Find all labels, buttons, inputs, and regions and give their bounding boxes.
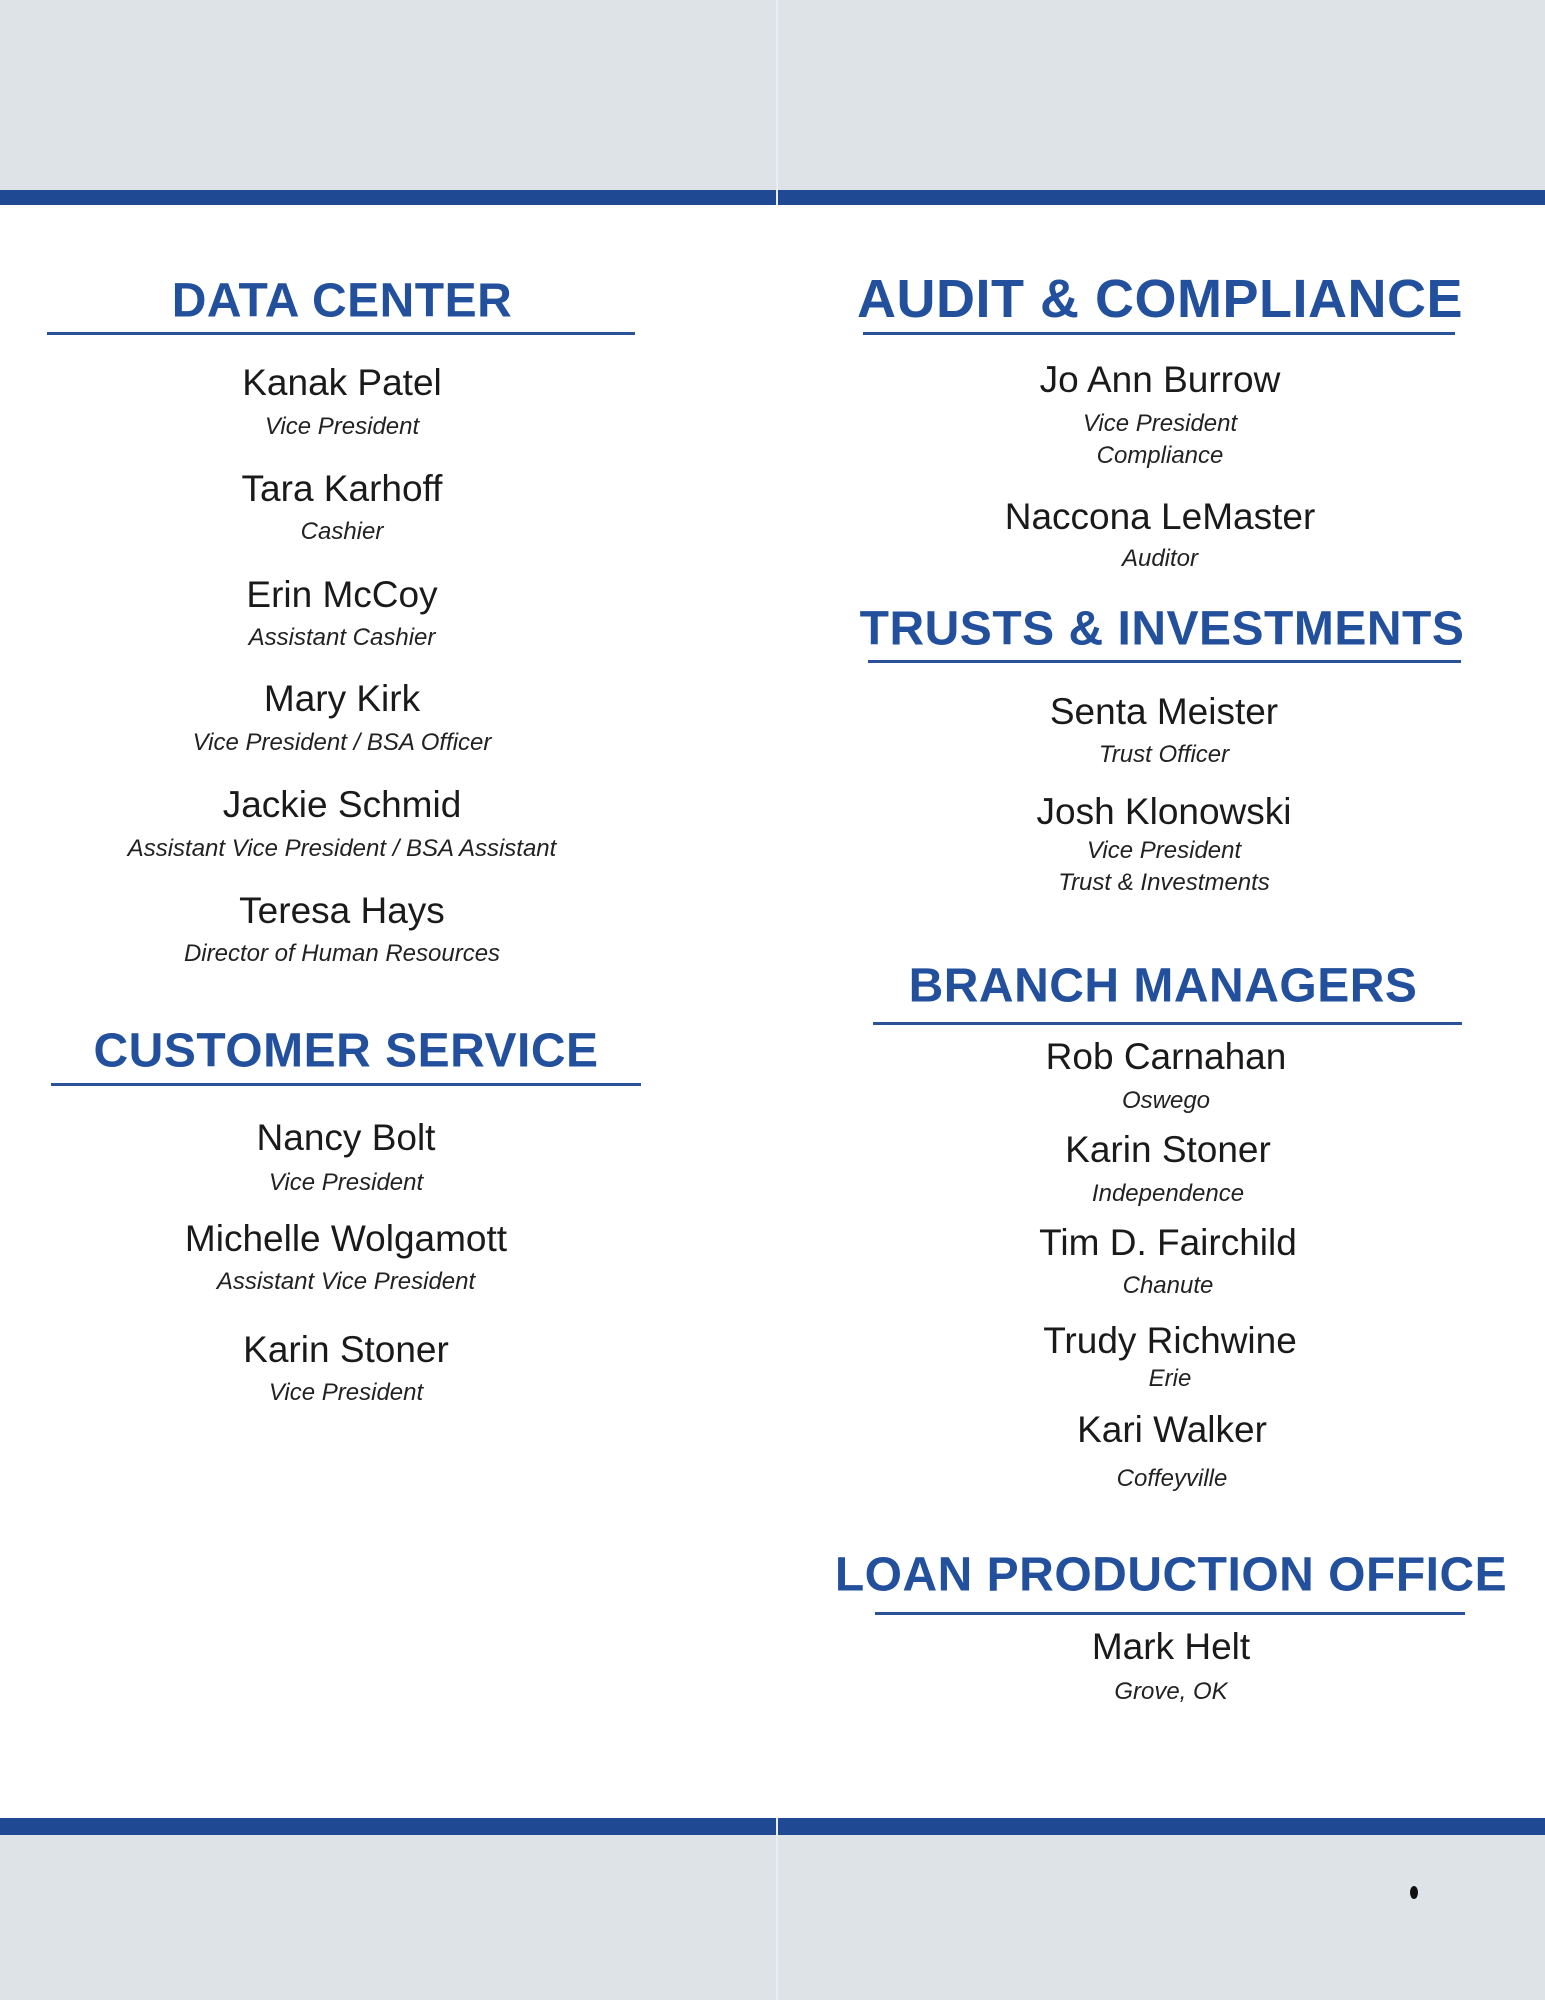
section-divider: [875, 1612, 1465, 1615]
person-name: Teresa Hays: [239, 890, 445, 931]
person-title: Vice President: [1086, 837, 1242, 864]
person-title: Vice President: [268, 1169, 424, 1196]
fold-line: [776, 0, 778, 205]
section-divider: [863, 332, 1455, 335]
person-name: Mary Kirk: [263, 678, 421, 719]
section-heading: DATA CENTER: [171, 274, 513, 328]
section-divider: [873, 1022, 1462, 1025]
section-divider: [47, 332, 635, 335]
person-title: Independence: [1091, 1180, 1245, 1207]
top-bar: [0, 190, 1545, 205]
person-name: Tim D. Fairchild: [1039, 1222, 1297, 1263]
person-title: Director of Human Resources: [183, 940, 501, 967]
person-name: Karin Stoner: [243, 1329, 449, 1370]
section-heading: CUSTOMER SERVICE: [93, 1024, 599, 1078]
person-name: Nancy Bolt: [256, 1117, 436, 1158]
person-title: Vice President: [268, 1379, 424, 1406]
person-name: Naccona LeMaster: [1004, 496, 1316, 537]
person-name: Karin Stoner: [1065, 1129, 1271, 1170]
person-title: Assistant Cashier: [248, 624, 436, 651]
person-name: Jackie Schmid: [222, 784, 462, 825]
person-name: Kari Walker: [1077, 1409, 1267, 1450]
person-name: Tara Karhoff: [241, 468, 443, 509]
person-name: Kanak Patel: [242, 362, 442, 403]
person-title: Assistant Vice President / BSA Assistant: [127, 835, 557, 862]
person-name: Josh Klonowski: [1036, 791, 1292, 832]
person-title: Compliance: [1096, 442, 1224, 469]
top-band: [0, 0, 1545, 190]
section-divider: [51, 1083, 641, 1086]
person-name: Rob Carnahan: [1045, 1036, 1287, 1077]
fold-line: [776, 1818, 778, 2000]
person-name: Trudy Richwine: [1043, 1320, 1297, 1361]
person-title: Trust Officer: [1098, 741, 1230, 768]
person-title: Coffeyville: [1116, 1465, 1228, 1492]
section-divider: [868, 660, 1461, 663]
person-title: Vice President / BSA Officer: [192, 729, 492, 756]
person-title: Oswego: [1121, 1087, 1211, 1114]
person-name: Erin McCoy: [246, 574, 438, 615]
person-title: Assistant Vice President: [216, 1268, 476, 1295]
section-heading: BRANCH MANAGERS: [908, 959, 1418, 1013]
person-title: Grove, OK: [1114, 1678, 1228, 1705]
person-title: Vice President: [264, 413, 420, 440]
person-title: Trust & Investments: [1058, 869, 1270, 896]
person-title: Chanute: [1122, 1272, 1214, 1299]
person-name: Senta Meister: [1049, 691, 1279, 732]
section-heading: TRUSTS & INVESTMENTS: [859, 602, 1465, 656]
section-heading: AUDIT & COMPLIANCE: [857, 269, 1463, 329]
person-title: Erie: [1148, 1365, 1192, 1392]
person-name: Jo Ann Burrow: [1039, 359, 1281, 400]
bottom-bar: [0, 1818, 1545, 1835]
ink-speck: [1410, 1886, 1418, 1899]
person-name: Michelle Wolgamott: [184, 1218, 508, 1259]
person-title: Vice President: [1082, 410, 1238, 437]
person-title: Auditor: [1121, 545, 1199, 572]
person-title: Cashier: [300, 518, 384, 545]
section-heading: LOAN PRODUCTION OFFICE: [834, 1548, 1508, 1602]
person-name: Mark Helt: [1091, 1626, 1251, 1667]
bottom-band: [0, 1835, 1545, 2000]
